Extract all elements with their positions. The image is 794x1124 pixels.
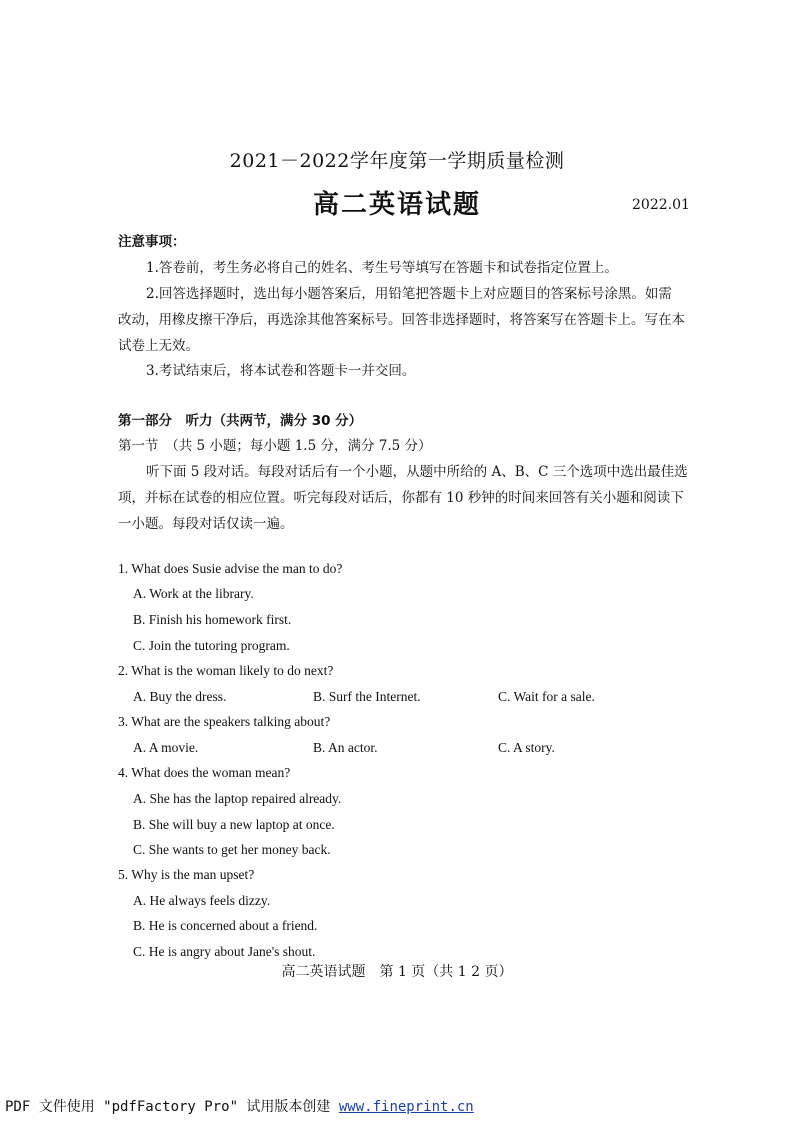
option-a: A. Work at the library. bbox=[133, 586, 254, 601]
pdf-creator-note bbox=[5, 1096, 474, 1116]
exam-title: 高二英语试题 bbox=[312, 190, 481, 220]
notice-line: 试卷上无效。 bbox=[118, 338, 199, 354]
page-footer: 高二英语试题 第 1 页（共 1 2 页） bbox=[281, 964, 513, 980]
exam-subtitle: 2021－2022学年度第一学期质量检测 bbox=[229, 150, 565, 172]
option-c: C. She wants to get her money back. bbox=[133, 842, 331, 857]
option-b: B. An actor. bbox=[313, 740, 378, 755]
section-heading: 第一节 （共 5 小题；每小题 1.5 分，满分 7.5 分） bbox=[118, 438, 432, 454]
option-c: C. Wait for a sale. bbox=[498, 689, 595, 704]
option-c: C. A story. bbox=[498, 740, 555, 755]
instruction-line: 一小题。每段对话仅读一遍。 bbox=[118, 516, 294, 532]
question-text: 4. What does the woman mean? bbox=[118, 765, 291, 780]
option-a: A. He always feels dizzy. bbox=[133, 893, 271, 908]
question-text: 5. Why is the man upset? bbox=[118, 867, 255, 882]
option-a: A. Buy the dress. bbox=[133, 689, 227, 704]
option-a: A. A movie. bbox=[133, 740, 199, 755]
option-b: B. Finish his homework first. bbox=[133, 612, 292, 627]
question-text: 1. What does Susie advise the man to do? bbox=[118, 561, 343, 576]
question-text: 3. What are the speakers talking about? bbox=[118, 714, 331, 729]
instruction-line: 听下面 5 段对话。每段对话后有一个小题，从题中所给的 A、B、C 三个选项中选出最佳选 bbox=[146, 464, 688, 480]
option-c: C. Join the tutoring program. bbox=[133, 638, 290, 653]
option-b: B. Surf the Internet. bbox=[313, 689, 421, 704]
option-b: B. He is concerned about a friend. bbox=[133, 918, 318, 933]
option-b: B. She will buy a new laptop at once. bbox=[133, 817, 335, 832]
part-heading: 第一部分 听力（共两节，满分 30 分） bbox=[118, 413, 363, 429]
exam-date: 2022.01 bbox=[632, 197, 690, 213]
option-c: C. He is angry about Jane's shout. bbox=[133, 944, 316, 959]
fineprint-link[interactable]: www.fineprint.cn bbox=[338, 1099, 474, 1115]
pdf-note-text: PDF 文件使用 "pdfFactory Pro" 试用版本创建 bbox=[5, 1099, 339, 1115]
notice-line: 3.考试结束后，将本试卷和答题卡一并交回。 bbox=[146, 363, 416, 379]
notice-line: 改动，用橡皮擦干净后，再选涂其他答案标号。回答非选择题时，将答案写在答题卡上。写在本 bbox=[118, 312, 685, 328]
notice-line: 1.答卷前，考生务必将自己的姓名、考生号等填写在答题卡和试卷指定位置上。 bbox=[146, 260, 618, 276]
notice-heading: 注意事项： bbox=[118, 234, 186, 250]
question-text: 2. What is the woman likely to do next? bbox=[118, 663, 334, 678]
option-a: A. She has the laptop repaired already. bbox=[133, 791, 342, 806]
notice-line: 2.回答选择题时，选出每小题答案后，用铅笔把答题卡上对应题目的答案标号涂黑。如需 bbox=[146, 286, 672, 302]
instruction-line: 项，并标在试卷的相应位置。听完每段对话后，你都有 10 秒钟的时间来回答有关小题和阅读下 bbox=[118, 490, 684, 506]
